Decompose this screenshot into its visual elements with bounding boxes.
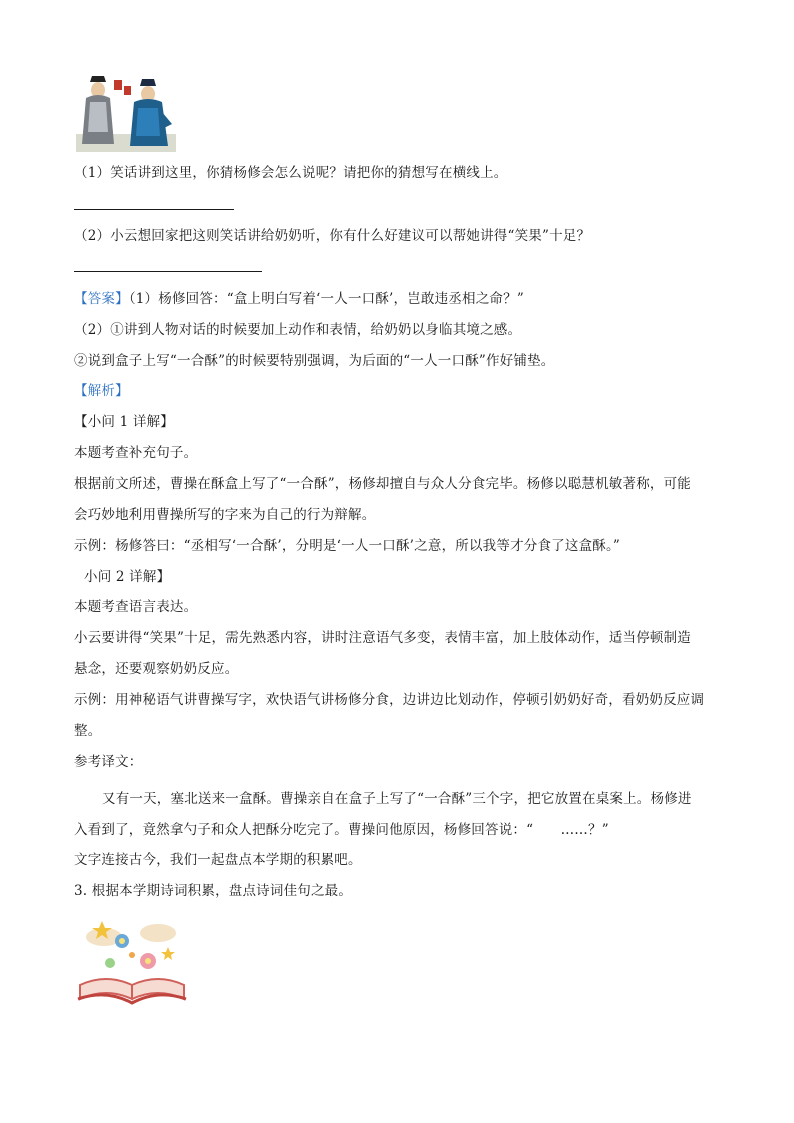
detail-2-title: 小问 2 详解】 [84, 569, 171, 585]
detail-1-title: 【小问 1 详解】 [74, 414, 174, 430]
answer-1-text: （1）杨修回答：“盒上明白写着‘一人一口酥’，岂敢违丞相之命？” [128, 291, 524, 307]
detail-2-line4: 示例：用神秘语气讲曹操写字，欢快语气讲杨修分食，边讲边比划动作，停顿引奶奶好奇，看奶奶反应调 [74, 692, 705, 708]
answer-line-1 [74, 209, 234, 210]
answer-tag: 【答案】 [74, 291, 129, 307]
detail-1-line4: 示例：杨修答曰：“丞相写‘一合酥’，分明是‘一人一口酥’之意，所以我等才分食了这盒酥。” [74, 538, 621, 554]
detail-1-line1: 本题考查补充句子。 [74, 445, 198, 461]
reference-line1: 又有一天，塞北送来一盒酥。曹操亲自在盒子上写了“一合酥”三个字，把它放置在桌案上。杨修进 [102, 791, 692, 807]
analysis-tag: 【解析】 [74, 383, 129, 399]
question-1: （1）笑话讲到这里，你猜杨修会怎么说呢？请把你的猜想写在横线上。 [74, 165, 508, 181]
reference-line2: 入看到了，竟然拿勺子和众人把酥分吃完了。曹操问他原因，杨修回答说：“ ……？” [74, 822, 609, 838]
question-3: 3. 根据本学期诗词积累，盘点诗词佳句之最。 [74, 883, 353, 899]
answer-2b: ②说到盒子上写“一合酥”的时候要特别强调，为后面的“一人一口酥”作好铺垫。 [74, 353, 555, 369]
detail-2-line3: 悬念，还要观察奶奶反应。 [74, 661, 239, 677]
answer-line-2 [74, 271, 262, 272]
answer-1-line [74, 290, 524, 308]
detail-1-line3: 会巧妙地利用曹操所写的字来为自己的行为辩解。 [74, 507, 376, 523]
detail-1-line2: 根据前文所述，曹操在酥盒上写了“一合酥”，杨修却擅自与众人分食完毕。杨修以聪慧机敏著称，可能 [74, 476, 692, 492]
figures-illustration [76, 72, 176, 152]
detail-2-line5: 整。 [74, 723, 102, 739]
reference-title: 参考译文： [74, 754, 143, 770]
answer-2a: （2）①讲到人物对话的时候要加上动作和表情，给奶奶以身临其境之感。 [74, 322, 522, 338]
question-2: （2）小云想回家把这则笑话讲给奶奶听，你有什么好建议可以帮她讲得“笑果”十足？ [74, 228, 591, 244]
open-book-illustration [76, 915, 188, 1005]
detail-2-line1: 本题考查语言表达。 [74, 599, 198, 615]
closing-sentence: 文字连接古今，我们一起盘点本学期的积累吧。 [74, 852, 362, 868]
detail-2-line2: 小云要讲得“笑果”十足，需先熟悉内容，讲时注意语气多变，表情丰富，加上肢体动作，适当停顿制造 [74, 630, 692, 646]
